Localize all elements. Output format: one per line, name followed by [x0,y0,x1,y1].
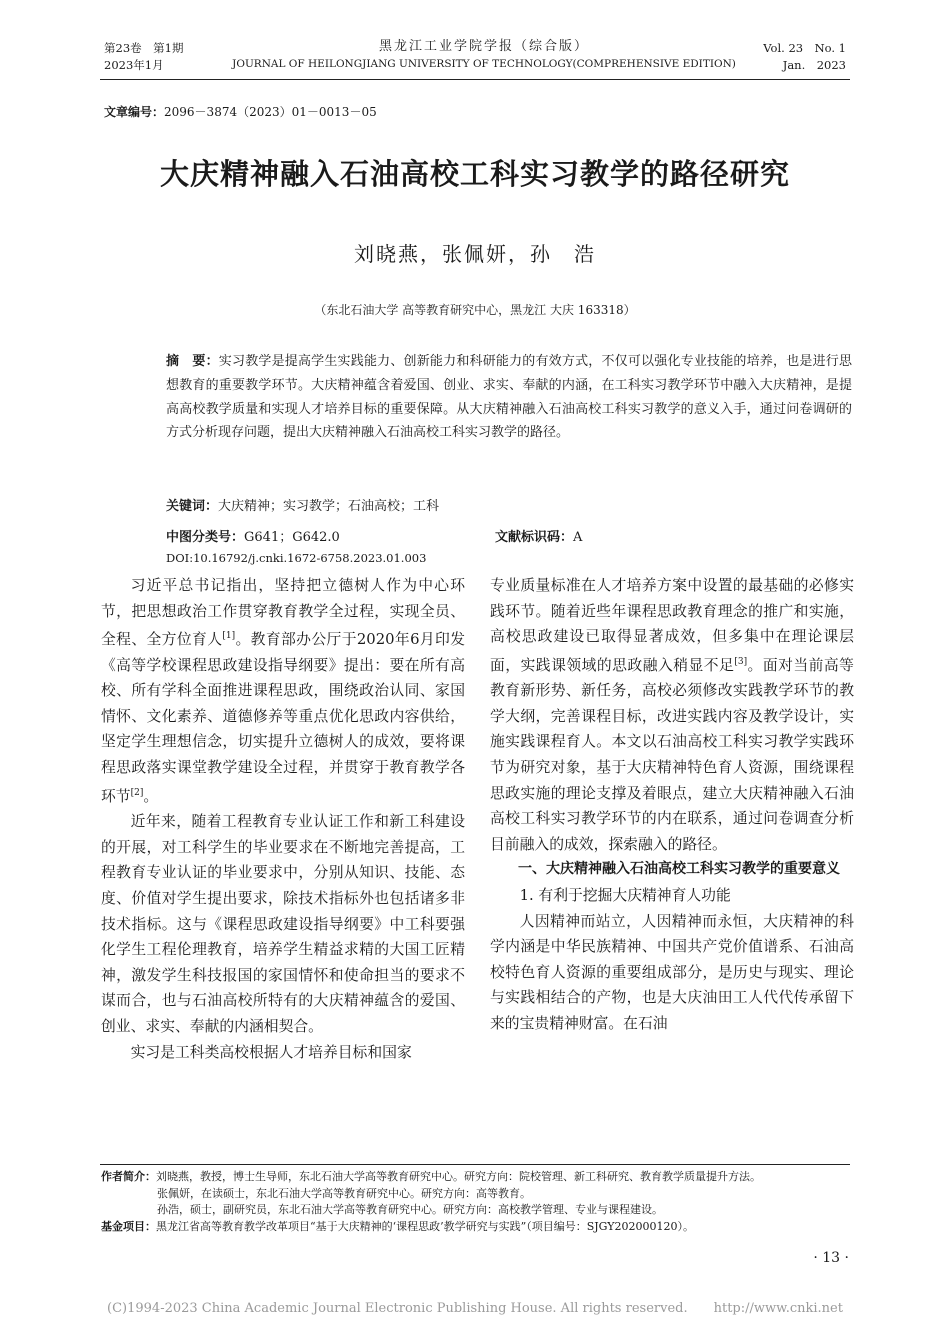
body-paragraph: 实习是工科类高校根据人才培养目标和国家 [130,1043,412,1061]
keywords-value: 大庆精神；实习教学；石油高校；工科 [218,499,440,514]
body-paragraph: 近年来，随着工程教育专业认证工作和新工科建设的开展，对工科学生的毕业要求在不断地完善提高，工程教育专业认证的毕业要求中，分别从知识、技能、态度、价值对学生提出要求，除技术指标外也包括诸多非技术指标。这与《课程思政建设指导纲要》中工科要强化学生工程伦理教育，培养学生精益求精的大国工匠精神，激发学生科技报国的家国情怀和使命担当的要求不谋而合，也与石油高校所特有的大庆精神蕴含的爱国、创业、求实、奉献的内涵相契合。 [101,813,465,1035]
clc-value: G641；G642.0 [244,530,340,545]
author-bio-3: 孙浩，硕士，副研究员，东北石油大学高等教育研究中心。研究方向：高校教学管理、专业与课程建设。 [157,1203,663,1217]
body-paragraph [490,573,854,857]
author-bio [101,1169,851,1186]
article-number [104,103,377,120]
paragraph-text: 专业质量标准在人才培养方案中设置的最基础的必修实践环节。随着近些年课程思政教育理念的推广和实施，高校思政建设已取得显著成效，但多集中在理论课层面，实践课领域的思政融入稍显不足 [490,577,854,674]
paper-title: 大庆精神融入石油高校工科实习教学的路径研究 [159,157,790,191]
copyright-watermark: (C)1994-2023 China Academic Journal Electronic Publishing House. All rights reserved. http://www.cnki.net [107,1301,843,1316]
page-number: · 13 · [813,1250,849,1266]
document-code [495,526,582,545]
subsection-heading: 1. 有利于挖掘大庆精神育人功能 [519,887,731,905]
clc-label: 中图分类号： [166,530,245,545]
citation-ref: [3] [734,656,748,667]
citation-ref: [2] [130,787,144,798]
header-volume: 第23卷 第1期 [104,41,184,55]
journal-name-cn: 黑龙江工业学院学报（综合版） [378,39,589,54]
paper-affiliation: （东北石油大学 高等教育研究中心，黑龙江 大庆 163318） [314,303,636,317]
funding-label: 基金项目： [101,1219,156,1233]
funding-text: 黑龙江省高等教育教学改革项目“基于大庆精神的‘课程思政’教学研究与实践”（项目编号：SJGY202000120）。 [156,1219,695,1233]
document-code-label: 文献标识码： [495,530,574,545]
keywords [166,495,439,514]
header-volume-info [104,40,183,74]
abstract-label: 摘 要： [166,354,219,369]
author-bio-2: 张佩妍，在读硕士，东北石油大学高等教育研究中心。研究方向：高等教育。 [157,1186,531,1200]
article-number-value: 2096－3874（2023）01－0013－05 [164,105,377,119]
abstract-text: 实习教学是提高学生实践能力、创新能力和科研能力的有效方式，不仅可以强化专业技能的培养，也是进行思想教育的重要教学环节。大庆精神蕴含着爱国、创业、求实、奉献的内涵，在工科实习教学环节中融入大庆精神，是提高高校教学质量和实现人才培养目标的重要保障。从大庆精神融入石油高校工科实习教学的意义入手，通过问卷调研的方式分析现存问题，提出大庆精神融入石油高校工科实习教学的路径。 [166,354,852,441]
header-volume-en: Vol. 23 No. 1 [763,41,846,55]
header-rule [100,79,850,80]
header-date: 2023年1月 [104,58,164,72]
funding [101,1219,851,1236]
header-journal [230,38,738,72]
body-paragraph [101,573,465,809]
citation-ref: [1] [222,631,236,642]
paper-authors: 刘晓燕，张佩妍，孙 浩 [354,242,596,266]
paragraph-text: 习近平总书记指出，坚持把立德树人作为中心环节，把思想政治工作贯穿教育教学全过程，实现全员、全程、全方位育人 [101,577,465,649]
clc-number [166,526,340,545]
paragraph-text: 。教育部办公厅于2020年6月印发《高等学校课程思政建设指导纲要》提出：要在所有高校、所有学科全面推进课程思政，围绕政治认同、家国情怀、文化素养、道德修养等重点优化思政内容供给，坚定学生理想信念，切实提升立德树人的成效，要将课程思政落实课堂教学建设全过程，并贯穿于教育教学各环节 [101,631,465,805]
abstract [166,350,852,445]
body-paragraph: 人因精神而站立，人因精神而永恒，大庆精神的科学内涵是中华民族精神、中国共产党价值谱系、石油高校特色育人资源的重要组成部分，是历史与现实、理论与实践相结合的产物，也是大庆油田工人代代传承留下来的宝贵精神财富。在石油 [490,912,854,1033]
section-heading: 一、大庆精神融入石油高校工科实习教学的重要意义 [518,861,840,878]
footnotes [101,1169,851,1235]
journal-name-en: JOURNAL OF HEILONGJIANG UNIVERSITY OF TECHNOLOGY(COMPREHENSIVE EDITION) [232,58,736,70]
paragraph-text: 。面对当前高等教育新形势、新任务，高校必须修改实践教学环节的教学大纲，完善课程目标，改进实践内容及教学设计，实施实践课程育人。本文以石油高校工科实习教学实践环节为研究对象，基于大庆精神特色育人资源，围绕课程思政实施的理论支撑及着眼点，建立大庆精神融入石油高校工科实习教学环节的内在联系，通过问卷调查分析目前融入的成效，探索融入的路径。 [490,656,854,853]
footnote-rule [100,1164,850,1165]
article-number-label: 文章编号： [104,105,165,119]
doi: DOI:10.16792/j.cnki.1672-6758.2023.01.003 [166,551,427,565]
paragraph-text: 。 [143,787,159,805]
author-bio-1: 刘晓燕，教授，博士生导师，东北石油大学高等教育研究中心。研究方向：院校管理、新工科研究、教育教学质量提升方法。 [156,1170,761,1183]
header-volume-info-en [763,40,846,74]
body-column-right [490,573,854,1037]
keywords-label: 关键词： [166,499,219,514]
document-code-value: A [573,530,583,545]
header-date-en: Jan. 2023 [782,58,846,72]
author-bio-label: 作者简介： [101,1170,156,1183]
body-column-left [101,573,465,1065]
